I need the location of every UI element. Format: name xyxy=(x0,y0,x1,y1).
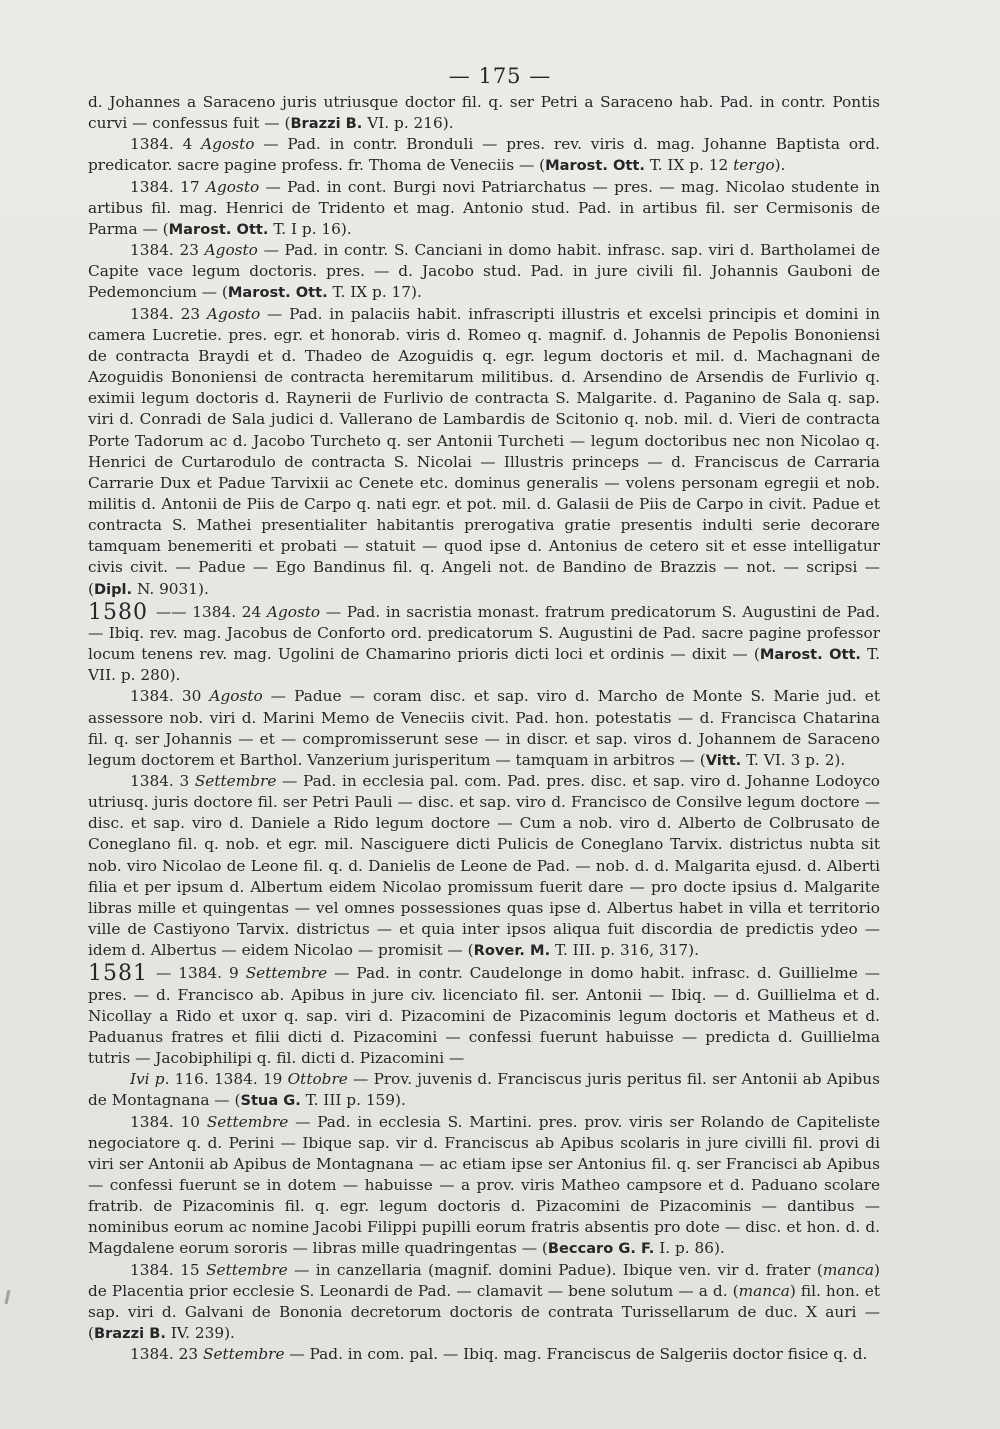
entry-text: ). xyxy=(774,156,786,175)
entry-text: 116. 1384. 19 xyxy=(169,1070,288,1089)
source-citation: Rover. M. xyxy=(473,942,551,960)
entry-text: ) de Placentia prior ecclesie S. Leonardi de Pad. — clamavit — bene solutum — a d. ( xyxy=(88,1260,880,1300)
entry-text: T. VII. p. 280). xyxy=(88,645,880,685)
entry-text: d. Johannes a Saraceno juris utriusque doctor fil. q. ser Petri a Saraceno hab. Pad. in contr. Pontis curvi — confessus fuit — ( xyxy=(88,93,880,133)
source-citation: Brazzi B. xyxy=(290,115,363,133)
source-citation: Dipl. xyxy=(93,580,133,598)
entry-text: IV. 239). xyxy=(165,1324,235,1343)
date-italic: Agosto xyxy=(205,177,260,196)
entry-text: —— 1384. 24 xyxy=(156,602,267,621)
entry-text: — Pad. in ecclesia pal. com. Pad. pres. disc. et sap. viro d. Johanne Lodoyco utriusq. juris doctore fil. ser Petri Pauli — disc. et sap. viro d. Francisco de Consilve legum doctore — disc. et sap. viro d. Daniele a Rido legum doctore — Cum a nob. viro d. Alberto de Colbrusato de Coneglano fil. q. nob. et egr. mil. Nasciguere dicti Pulicis de Coneglano Tarvix. districtus nubta sit nob. viro Nicolao de Leone fil. q. d. Danielis de Leone de Pad. — nob. d. d. Malgarita ejusd. d. Alberti filia et per ipsum d. Albertum eidem Nicolao promissum fuerit dare — pro docte ipsius d. Malgarite libras mille et quingentas — vel omnes possessiones quas ipse d. Albertus habet in villa et territorio ville de Castiyono Tarvix. districtus — et quia inter ipsos aliqua fuit discordia de predictis ydeo — idem d. Albertus — eidem Nicolao — promisit — ( xyxy=(88,772,880,960)
entry-text: — Padue — coram disc. et sap. viro d. Marcho de Monte S. Marie jud. et assessore nob. viri d. Marini Memo de Veneciis civit. Pad. hon. potestatis — d. Francisca Chatarina fil. q. ser Johannis — et — compromisserunt sese — in discr. et sap. viros d. Johannem de Saraceno legum doctorem et Barthol. Vanzerium jurisperitum — tamquam in arbitros — ( xyxy=(88,687,880,769)
entry-text: 1384. 23 xyxy=(130,304,207,323)
entry-text: 1384. 4 xyxy=(130,135,202,154)
date-italic: Settembre xyxy=(202,1345,285,1364)
entry-text: — Pad. in contr. S. Canciani in domo habit. infrasc. sap. viri d. Bartholamei de Capite vace legum doctoris. pres. — d. Jacobo stud. Pad. in jure civili fil. Johannis Gauboni de Pedemoncium — ( xyxy=(88,241,881,302)
source-citation: Marost. Ott. xyxy=(545,157,645,175)
source-citation: Marost. Ott. xyxy=(168,220,269,238)
date-italic: Agosto xyxy=(204,241,258,260)
date-italic: Ivi p. xyxy=(130,1070,170,1089)
entry-text: — Pad. in ecclesia S. Martini. pres. prov. viris ser Rolando de Capiteliste negociatore q. d. Perini — Ibique sap. vir d. Franciscus ab Apibus scolaris in jure civilli fil. provi di viri ser Antonii ab Apibus de Montagnana — ac etiam ipse ser Antonius fil. q. ser Francisci ab Apibus — confessi fuerunt se in dotem — habuisse — a prov. viris Matheo campsore et d. Paduano scolare fratrib. de Pizacominis fil. q. egr. legum doctoris d. Pizacomini de Pizacominis — dantibus — nominibus eorum ac nomine Jacobi Filippi pupilli eorum fratris absentis pro dote — disc. et hon. d. d. Magdalene eorum sororis — libras mille quadringentas — ( xyxy=(88,1112,881,1258)
date-italic: Settembre xyxy=(206,1112,289,1131)
source-citation: Marost. Ott. xyxy=(759,646,861,664)
document-entry xyxy=(88,1260,880,1345)
entry-text: — Prov. juvenis d. Franciscus juris peritus fil. ser Antonii ab Apibus de Montagnana — ( xyxy=(88,1070,880,1110)
source-citation: Stua G. xyxy=(240,1092,301,1110)
document-entry xyxy=(88,1112,880,1260)
entry-text: — 1384. 9 xyxy=(156,964,246,983)
date-italic: manca xyxy=(822,1260,875,1279)
date-italic: Agosto xyxy=(206,304,261,323)
document-body xyxy=(88,92,880,1365)
entry-text: 1384. 23 xyxy=(130,1345,203,1364)
entry-text: 1384. 10 xyxy=(130,1112,207,1131)
entry-number: 1580 xyxy=(88,599,148,625)
numbered-entry xyxy=(88,600,880,687)
date-italic: tergo xyxy=(733,156,775,175)
source-citation: Vitt. xyxy=(705,751,742,769)
document-entry xyxy=(88,240,880,303)
source-citation: Brazzi B. xyxy=(93,1325,166,1343)
entry-text: N. 9031). xyxy=(132,579,209,598)
entry-text: T. III. p. 316, 317). xyxy=(550,941,699,960)
date-italic: Settembre xyxy=(245,964,328,983)
date-italic: Agosto xyxy=(266,602,321,621)
entry-text: T. III p. 159). xyxy=(300,1091,406,1110)
date-italic: Agosto xyxy=(209,687,263,706)
entry-text: T. IX p. 17). xyxy=(327,283,422,302)
entry-text: I. p. 86). xyxy=(654,1239,725,1258)
entry-text: — Pad. in sacristia monast. fratrum predicatorum S. Augustini de Pad. — Ibiq. rev. mag. Jacobus de Conforto ord. predicatorum S. Augustini de Pad. sacre pagine professor locum tenens rev. mag. Ugolini de Chamarino prioris dicti loci et ordinis — dixit — ( xyxy=(88,602,880,664)
entry-text: — Pad. in cont. Burgi novi Patriarchatus — pres. — mag. Nicolao studente in artibus fil. mag. Henrici de Tridento et mag. Antonio stud. Pad. in artibus fil. ser Cermisonis de Parma — ( xyxy=(88,177,880,238)
date-italic: Ottobre xyxy=(287,1070,348,1089)
source-citation: Marost. Ott. xyxy=(227,284,328,302)
date-italic: Agosto xyxy=(201,135,255,154)
entry-text: T. VI. 3 p. 2). xyxy=(741,750,846,769)
document-entry xyxy=(88,304,880,600)
entry-text: 1384. 15 xyxy=(130,1260,207,1279)
date-italic: manca xyxy=(738,1281,790,1300)
entry-text: 1384. 3 xyxy=(130,772,195,790)
page-number: — 175 — xyxy=(448,64,552,88)
date-italic: Settembre xyxy=(206,1260,288,1279)
date-italic: Settembre xyxy=(194,772,277,790)
document-entry xyxy=(88,686,880,771)
entry-text: — Pad. in contr. Bronduli — pres. rev. viris d. mag. Johanne Baptista ord. predicator. sacre pagine profess. fr. Thoma de Veneciis — ( xyxy=(88,135,880,175)
document-entry xyxy=(88,177,880,240)
entry-text: — Pad. in contr. Caudelonge in domo habit. infrasc. d. Guillielme — pres. — d. Francisco ab. Apibus in jure civ. licenciato fil. ser. Antonii — Ibiq. — d. Guillielma et d. Nicollay a Rido et uxor q. sap. viri d. Pizacomini de Pizacominis legum doctoris et Matheus et d. Paduanus fratres et filii dicti d. Pizacomini — confessi fuerunt habuisse — predicta d. Guillielma tutris — Jacobiphilipi q. fil. dicti d. Pizacomini — xyxy=(88,964,880,1068)
entry-text: T. I p. 16). xyxy=(268,219,352,238)
document-entry xyxy=(88,92,880,134)
entry-text: VI. p. 216). xyxy=(362,114,454,133)
entry-text: ) fil. hon. et sap. viri d. Galvani de Bononia decretorum doctoris de contrata Turissellarum de duc. X auri — ( xyxy=(88,1281,880,1343)
entry-text: 1384. 23 xyxy=(130,241,205,260)
entry-number: 1581 xyxy=(88,961,148,987)
source-citation: Beccaro G. F. xyxy=(547,1240,655,1258)
document-entry xyxy=(88,771,880,961)
scan-edge-mark xyxy=(5,1290,11,1304)
document-entry xyxy=(88,1069,880,1111)
entry-text: — Pad. in palaciis habit. infrascripti illustris et excelsi principis et domini in camera Lucretie. pres. egr. et honorab. viris d. Romeo q. magnif. d. Johannis de Pepolis Bononiensi de contracta Braydi et d. Thadeo de Azoguidis q. egr. legum doctoris et mil. d. Machagnani de Azoguidis Bononiensi de contracta heremitarum militibus. d. Arsendino de Arsendis de Furlivio q. eximii legum doctoris d. Raynerii de Furlivio de contracta S. Malgarite. d. Paganino de Sala q. sap. viri d. Conradi de Sala judici d. Vallerano de Lambardis de Scitonio q. nob. mil. d. Vieri de contracta Porte Tadorum ac d. Jacobo Turcheto q. ser Antonii Turcheti — legum doctoribus nec non Nicolao q. Henrici de Curtarodulo de contracta S. Nicolai — Illustris princeps — d. Franciscus de Carraria Carrarie Dux et Padue Tarvixii ac Cenete etc. dominus generalis — volens personam egregii et nob. militis d. Antonii de Piis de Carpo q. nati egr. et pot. mil. d. Galasii de Piis de Carpo in civit. Padue et contracta S. Mathei presentialiter habitantis prerogativa gratie presentis indulti serie decorare tamquam benemeriti et probati — statuit — quod ipse d. Antonius de cetero sit et esse intelligatur civis civit. — Padue — Ego Bandinus fil. q. Angeli not. de Bandino de Brazzis — not. — scripsi — ( xyxy=(88,304,880,598)
entry-text: T. IX p. 12 xyxy=(644,156,734,175)
entry-text: 1384. 17 xyxy=(130,177,206,196)
numbered-entry xyxy=(88,961,880,1069)
entry-text: — Pad. in com. pal. — Ibiq. mag. Franciscus de Salgeriis doctor fisice q. d. xyxy=(284,1345,868,1364)
entry-text: — in canzellaria (magnif. domini Padue). Ibique ven. vir d. frater ( xyxy=(287,1260,823,1279)
document-entry xyxy=(88,1344,880,1365)
document-entry xyxy=(88,134,880,176)
entry-text: 1384. 30 xyxy=(130,687,210,706)
